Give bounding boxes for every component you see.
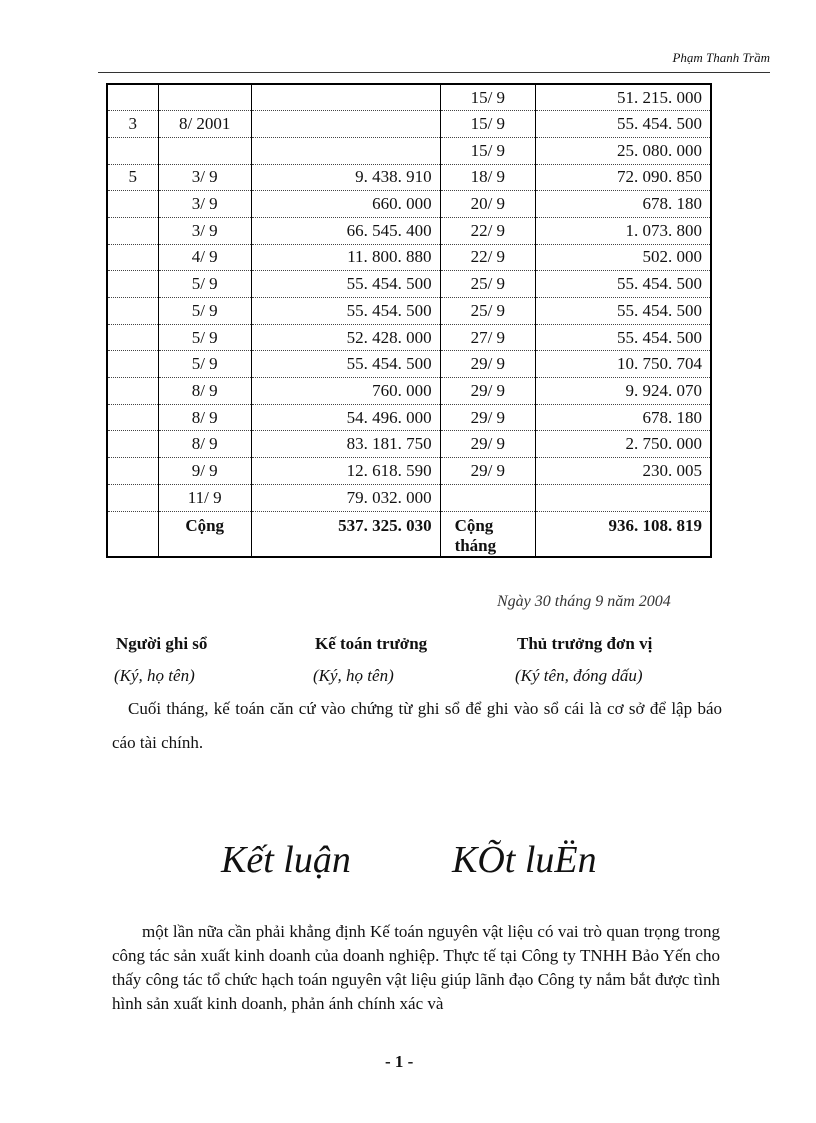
cell-date: 4/ 9 — [158, 244, 251, 271]
cell-amount2: 230. 005 — [536, 458, 711, 485]
cell-no — [107, 298, 158, 325]
page-number: - 1 - — [385, 1052, 414, 1071]
table-row — [107, 404, 711, 431]
cell-amount2: 55. 454. 500 — [536, 324, 711, 351]
cell-date2: 15/ 9 — [440, 137, 535, 164]
cell-no — [107, 431, 158, 458]
cell-no: 3 — [107, 111, 158, 138]
signature-note-unit-head: (Ký tên, đóng dấu) — [515, 666, 643, 685]
cell-date2: 22/ 9 — [440, 244, 535, 271]
total-label-line1: Cộng — [454, 515, 494, 535]
header-rule — [98, 72, 770, 73]
table-row — [107, 217, 711, 244]
cell-amount: 55. 454. 500 — [251, 271, 440, 298]
cell-date2: 22/ 9 — [440, 217, 535, 244]
cell-date: 5/ 9 — [158, 351, 251, 378]
cell-date: 8/ 9 — [158, 404, 251, 431]
cell-no — [107, 271, 158, 298]
cell-no — [107, 511, 158, 557]
table-row — [107, 244, 711, 271]
cell-no — [107, 484, 158, 511]
cell-date: 11/ 9 — [158, 484, 251, 511]
signature-title-recorder: Người ghi sổ — [116, 634, 208, 653]
cell-date2: 29/ 9 — [440, 404, 535, 431]
date-line: Ngày 30 tháng 9 năm 2004 — [497, 593, 671, 610]
cell-date: 8/ 9 — [158, 378, 251, 405]
table-row — [107, 484, 711, 511]
cell-no — [107, 324, 158, 351]
cell-date2: 25/ 9 — [440, 298, 535, 325]
cell-no — [107, 404, 158, 431]
paragraph-conclusion: một lần nữa cần phải khẳng định Kế toán nguyên vật liệu có vai trò quan trọng trong công tác sản xuất kinh doanh của doanh nghiệp. Thực tế tại Công ty TNHH Bảo Yến cho thấy công tác tổ chức hạch toán nguyên vật liệu giúp lãnh đạo Công ty nắm bắt được tình hình sản xuất kinh doanh, phản ánh chính xác và — [112, 922, 720, 1013]
cell-amount2: 55. 454. 500 — [536, 111, 711, 138]
table-row — [107, 191, 711, 218]
total-amount: 537. 325. 030 — [251, 511, 440, 557]
cell-amount — [251, 137, 440, 164]
cell-date2: 25/ 9 — [440, 271, 535, 298]
cell-date2: 29/ 9 — [440, 431, 535, 458]
cell-date2: 27/ 9 — [440, 324, 535, 351]
cell-amount: 54. 496. 000 — [251, 404, 440, 431]
cell-no — [107, 191, 158, 218]
cell-no — [107, 217, 158, 244]
cell-no — [107, 351, 158, 378]
cell-amount — [251, 84, 440, 111]
table-row — [107, 111, 711, 138]
cell-no — [107, 378, 158, 405]
cell-amount2: 2. 750. 000 — [536, 431, 711, 458]
cell-date2: 18/ 9 — [440, 164, 535, 191]
signature-note-recorder: (Ký, họ tên) — [114, 666, 195, 685]
total-amount2: 936. 108. 819 — [536, 511, 711, 557]
signature-title-unit-head: Thủ trưởng đơn vị — [517, 634, 653, 653]
cell-amount2: 9. 924. 070 — [536, 378, 711, 405]
cell-amount: 760. 000 — [251, 378, 440, 405]
cell-amount2: 1. 073. 800 — [536, 217, 711, 244]
cell-date2: 29/ 9 — [440, 458, 535, 485]
table-row — [107, 378, 711, 405]
cell-amount2: 502. 000 — [536, 244, 711, 271]
cell-date: 5/ 9 — [158, 271, 251, 298]
cell-amount2 — [536, 484, 711, 511]
signature-title-chief-accountant: Kế toán trưởng — [315, 634, 428, 653]
signature-note-chief-accountant: (Ký, họ tên) — [313, 666, 394, 685]
ledger-body — [107, 84, 711, 557]
cell-amount: 79. 032. 000 — [251, 484, 440, 511]
cell-amount2: 51. 215. 000 — [536, 84, 711, 111]
total-label: Cộng — [158, 511, 251, 557]
cell-date2: 15/ 9 — [440, 111, 535, 138]
ledger-table — [106, 83, 712, 558]
cell-no — [107, 244, 158, 271]
cell-date: 5/ 9 — [158, 324, 251, 351]
cell-date: 8/ 9 — [158, 431, 251, 458]
cell-date2: 15/ 9 — [440, 84, 535, 111]
cell-amount — [251, 111, 440, 138]
cell-amount2: 55. 454. 500 — [536, 271, 711, 298]
cell-date2: 20/ 9 — [440, 191, 535, 218]
cell-date: 9/ 9 — [158, 458, 251, 485]
cell-date: 3/ 9 — [158, 191, 251, 218]
total-label-month — [440, 511, 535, 557]
paragraph-month-end: Cuối tháng, kế toán căn cứ vào chứng từ ghi sổ để ghi vào sổ cái là cơ sở để lập báo cáo tài chính. — [112, 699, 722, 752]
cell-amount: 660. 000 — [251, 191, 440, 218]
cell-amount2: 72. 090. 850 — [536, 164, 711, 191]
cell-date2: 29/ 9 — [440, 351, 535, 378]
cell-date2 — [440, 484, 535, 511]
cell-date — [158, 137, 251, 164]
cell-date — [158, 84, 251, 111]
cell-date2: 29/ 9 — [440, 378, 535, 405]
table-row — [107, 458, 711, 485]
table-row — [107, 137, 711, 164]
cell-amount: 11. 800. 880 — [251, 244, 440, 271]
table-row — [107, 351, 711, 378]
cell-amount2: 10. 750. 704 — [536, 351, 711, 378]
cell-amount: 55. 454. 500 — [251, 298, 440, 325]
cell-amount2: 55. 454. 500 — [536, 298, 711, 325]
cell-date: 3/ 9 — [158, 164, 251, 191]
cell-amount2: 678. 180 — [536, 191, 711, 218]
cell-amount: 12. 618. 590 — [251, 458, 440, 485]
table-row — [107, 84, 711, 111]
cell-no — [107, 84, 158, 111]
cell-no: 5 — [107, 164, 158, 191]
cell-date: 3/ 9 — [158, 217, 251, 244]
cell-amount: 83. 181. 750 — [251, 431, 440, 458]
table-row — [107, 298, 711, 325]
table-row — [107, 271, 711, 298]
cell-amount: 55. 454. 500 — [251, 351, 440, 378]
cell-amount: 52. 428. 000 — [251, 324, 440, 351]
cell-date: 5/ 9 — [158, 298, 251, 325]
cell-no — [107, 137, 158, 164]
heading-conclusion-garbled: KÕt luËn — [452, 839, 597, 881]
heading-conclusion: Kết luận — [221, 839, 351, 881]
table-row — [107, 431, 711, 458]
cell-date: 8/ 2001 — [158, 111, 251, 138]
table-row — [107, 164, 711, 191]
cell-amount: 9. 438. 910 — [251, 164, 440, 191]
table-row — [107, 324, 711, 351]
cell-amount2: 678. 180 — [536, 404, 711, 431]
total-label-line2: tháng — [454, 535, 497, 555]
cell-amount: 66. 545. 400 — [251, 217, 440, 244]
header-author: Phạm Thanh Trầm — [672, 50, 770, 65]
table-total-row — [107, 511, 711, 557]
cell-amount2: 25. 080. 000 — [536, 137, 711, 164]
cell-no — [107, 458, 158, 485]
